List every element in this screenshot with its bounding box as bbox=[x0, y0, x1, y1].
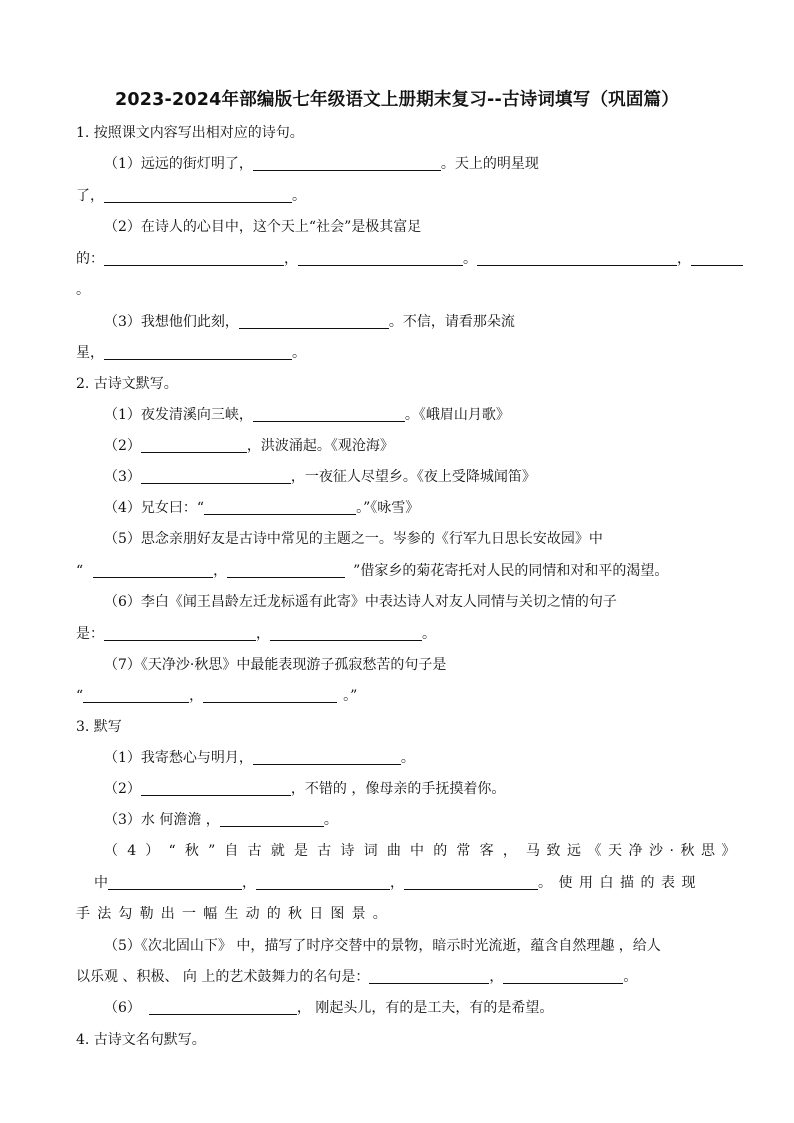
text: 。 bbox=[422, 626, 436, 642]
answer-blank[interactable] bbox=[227, 562, 345, 578]
q2-item3 bbox=[104, 468, 536, 486]
answer-blank[interactable] bbox=[203, 687, 337, 703]
text: ， bbox=[189, 688, 204, 704]
text: （2） bbox=[104, 781, 141, 797]
text: ， bbox=[213, 563, 228, 579]
text: （6） bbox=[104, 1000, 141, 1016]
q3-item2 bbox=[104, 780, 505, 798]
text: 。不信，请看那朵流 bbox=[388, 314, 515, 330]
answer-blank[interactable] bbox=[253, 155, 441, 171]
answer-blank[interactable] bbox=[404, 874, 538, 890]
answer-blank[interactable] bbox=[83, 687, 189, 703]
q1-item2-line2 bbox=[76, 250, 743, 268]
answer-blank[interactable] bbox=[253, 406, 405, 422]
text: （4）兄女曰：“ bbox=[104, 500, 205, 516]
q2-item7-line2 bbox=[76, 687, 357, 705]
text: ， 刚起头儿，有的是工夫，有的是希望。 bbox=[296, 1000, 554, 1016]
text: 。”《咏雪》 bbox=[356, 500, 420, 516]
q1-item1-line2 bbox=[76, 187, 306, 205]
answer-blank[interactable] bbox=[149, 999, 297, 1015]
answer-blank[interactable] bbox=[503, 968, 623, 984]
q1-item3-line2 bbox=[76, 344, 306, 362]
q3-heading: 3. 默写 bbox=[76, 719, 122, 735]
text: 。 bbox=[623, 969, 638, 985]
text: 星， bbox=[76, 345, 104, 361]
text: “ bbox=[76, 688, 84, 704]
text: ， bbox=[489, 969, 504, 985]
q2-item5-line2 bbox=[76, 562, 668, 580]
text: ，不错的 ，像母亲的手抚摸着你。 bbox=[290, 781, 506, 797]
text: （1）夜发清溪向三峡， bbox=[104, 407, 253, 423]
text: （1）远远的街灯明了， bbox=[104, 156, 253, 172]
text: 以乐观 、积极、 向 上的艺术鼓舞力的名句是： bbox=[76, 969, 370, 985]
text: 中 bbox=[94, 875, 108, 891]
q1-item2-line1: （2）在诗人的心目中，这个天上“社会”是极其富足 bbox=[104, 219, 422, 235]
q2-item7-line1: （7）《天净沙·秋思》中最能表现游子孤寂愁苦的句子是 bbox=[104, 657, 447, 673]
text: ， bbox=[284, 251, 298, 267]
text: 。” bbox=[343, 688, 358, 704]
q3-item4-line3 bbox=[76, 905, 394, 923]
answer-blank[interactable] bbox=[691, 250, 743, 266]
q2-item1 bbox=[104, 406, 510, 424]
answer-blank[interactable] bbox=[220, 811, 324, 827]
text: 手法勾勒出一幅生动的秋日图景。 bbox=[76, 906, 394, 922]
answer-blank[interactable] bbox=[298, 250, 463, 266]
text: 马致远《天净沙·秋思》 bbox=[526, 843, 742, 859]
text: （3）我想他们此刻， bbox=[104, 314, 239, 330]
answer-blank[interactable] bbox=[104, 187, 292, 203]
text: 。 bbox=[400, 750, 415, 766]
text: ， bbox=[256, 626, 270, 642]
q2-item5-line1: （5）思念亲朋好友是古诗中常见的主题之一。岑参的《行军九日思长安故园》中 bbox=[104, 531, 603, 547]
text: ， bbox=[242, 875, 256, 891]
answer-blank[interactable] bbox=[104, 344, 292, 360]
q3-item4-line2 bbox=[94, 874, 702, 892]
answer-blank[interactable] bbox=[239, 313, 389, 329]
answer-blank[interactable] bbox=[104, 250, 284, 266]
q1-item1-line1 bbox=[104, 155, 539, 173]
text: 是： bbox=[76, 626, 104, 642]
q2-item6-line1: （6）李白《闻王昌龄左迁龙标遥有此寄》中表达诗人对友人同情与关切之情的句子 bbox=[104, 594, 617, 610]
q1-item3-line1 bbox=[104, 313, 515, 331]
answer-blank[interactable] bbox=[253, 749, 401, 765]
text: “ bbox=[76, 563, 84, 579]
answer-blank[interactable] bbox=[141, 780, 291, 796]
text: （1）我寄愁心与明月， bbox=[104, 750, 253, 766]
text: ， bbox=[677, 251, 691, 267]
q3-item1 bbox=[104, 749, 415, 767]
text: ，一夜征人尽望乡。《夜上受降城闻笛》 bbox=[290, 469, 536, 485]
answer-blank[interactable] bbox=[369, 968, 489, 984]
answer-blank[interactable] bbox=[477, 250, 677, 266]
answer-blank[interactable] bbox=[141, 437, 247, 453]
q1-heading: 1. 按照课文内容写出相对应的诗句。 bbox=[76, 125, 304, 141]
answer-blank[interactable] bbox=[204, 499, 356, 515]
page-title: 2023-2024年部编版七年级语文上册期末复习--古诗词填写（巩固篇） bbox=[115, 90, 679, 110]
q1-item2-line3: 。 bbox=[76, 282, 90, 298]
answer-blank[interactable] bbox=[108, 874, 242, 890]
q2-item4 bbox=[104, 499, 419, 517]
text: （4）“秋”自古就是古诗词曲中的常客， bbox=[104, 843, 527, 859]
text: 。天上的明星现 bbox=[440, 156, 539, 172]
text: ，洪波涌起。《观沧海》 bbox=[246, 438, 394, 454]
text: 了， bbox=[76, 188, 104, 204]
q3-item4-line1 bbox=[104, 842, 742, 860]
q3-item3 bbox=[104, 811, 338, 829]
answer-blank[interactable] bbox=[93, 562, 213, 578]
q2-item6-line2 bbox=[76, 625, 436, 643]
answer-blank[interactable] bbox=[256, 874, 390, 890]
q2-heading: 2. 古诗文默写。 bbox=[76, 376, 178, 392]
text: 的： bbox=[76, 251, 104, 267]
text: 。 bbox=[323, 812, 338, 828]
q3-item6 bbox=[104, 999, 553, 1017]
q4-heading: 4. 古诗文名句默写。 bbox=[76, 1032, 206, 1048]
text: ”借家乡的菊花寄托对人民的同情和对和平的渴望。 bbox=[353, 563, 669, 579]
text: （3）水 何澹澹 ， bbox=[104, 812, 220, 828]
text: 。使用白描的表现 bbox=[538, 875, 702, 891]
text: 。《峨眉山月歌》 bbox=[404, 407, 510, 423]
q3-item5-line1: （5）《次北固山下》 中，描写了时序交替中的景物，暗示时光流逝，蕴含自然理趣 ，给人 bbox=[104, 938, 661, 954]
q2-item2 bbox=[104, 437, 394, 455]
text: 。 bbox=[292, 188, 306, 204]
text: （2） bbox=[104, 438, 141, 454]
text: （3） bbox=[104, 469, 141, 485]
q3-item5-line2 bbox=[76, 968, 637, 986]
text: 。 bbox=[463, 251, 477, 267]
text: 。 bbox=[292, 345, 306, 361]
answer-blank[interactable] bbox=[104, 625, 256, 641]
answer-blank[interactable] bbox=[270, 625, 422, 641]
answer-blank[interactable] bbox=[141, 468, 291, 484]
text: ， bbox=[390, 875, 404, 891]
